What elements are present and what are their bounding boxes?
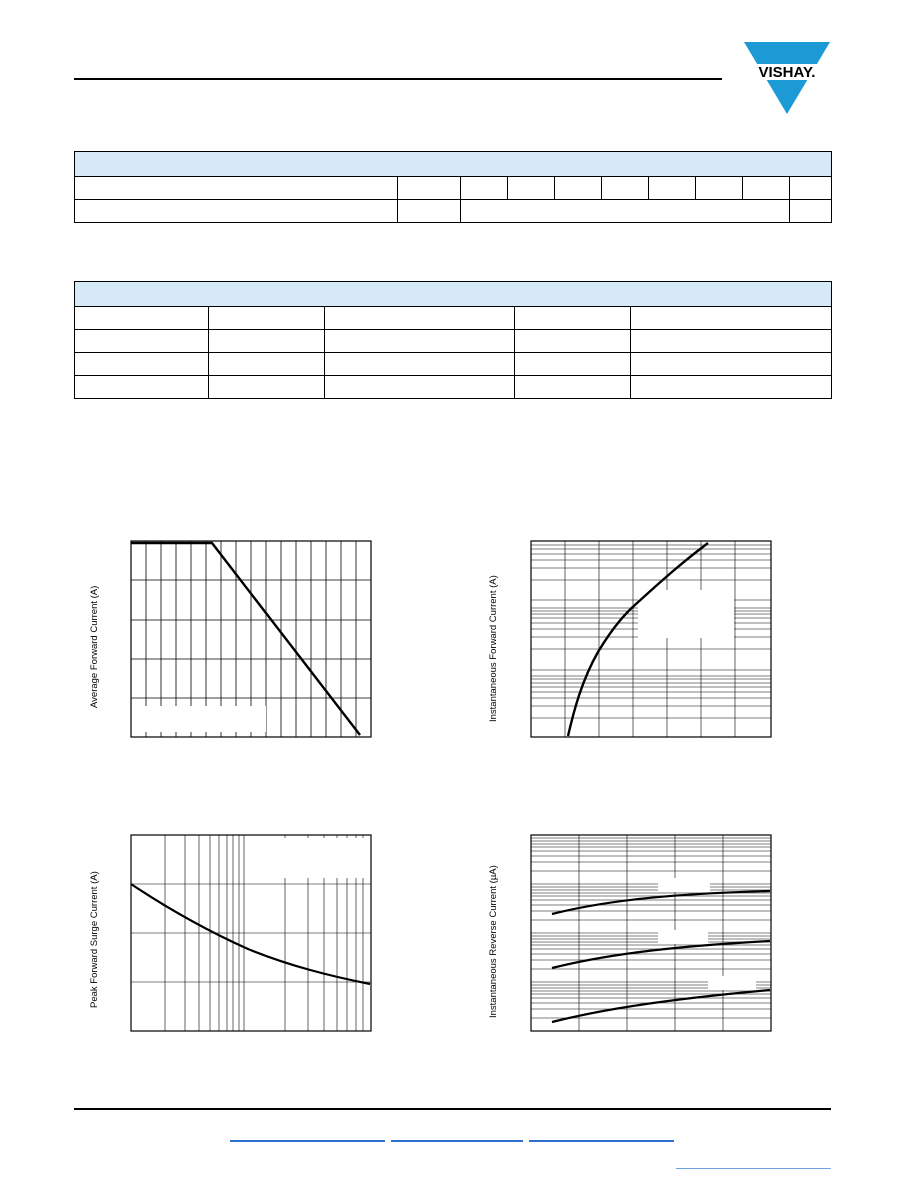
table-row (75, 353, 832, 376)
table-row (75, 307, 832, 330)
footer-rule (74, 1108, 831, 1110)
ratings-table (74, 151, 832, 223)
table-row (75, 330, 832, 353)
vishay-logo (742, 42, 832, 114)
ordering-table (74, 281, 832, 399)
footer-link-4[interactable] (676, 1168, 831, 1169)
footer-link-1[interactable] (230, 1140, 385, 1142)
footer-link-2[interactable] (391, 1140, 523, 1142)
table-header-row (75, 282, 832, 307)
table-row (75, 177, 832, 200)
chart4-reverse-current (530, 834, 772, 1032)
chart4-ylabel: Instantaneous Reverse Current (µA) (488, 865, 499, 1018)
chart2-forward-characteristics (530, 540, 772, 738)
svg-text:VISHAY.: VISHAY. (758, 64, 816, 81)
table-row (75, 200, 832, 223)
table-row (75, 376, 832, 399)
chart1-derating (130, 540, 372, 738)
chart3-surge-current (130, 834, 372, 1032)
chart2-ylabel: Instantaneous Forward Current (A) (488, 575, 499, 722)
footer-link-3[interactable] (529, 1140, 674, 1142)
chart3-ylabel: Peak Forward Surge Current (A) (89, 871, 100, 1008)
chart1-ylabel: Average Forward Current (A) (89, 585, 100, 708)
table-header-row (75, 152, 832, 177)
header-rule (74, 78, 722, 80)
